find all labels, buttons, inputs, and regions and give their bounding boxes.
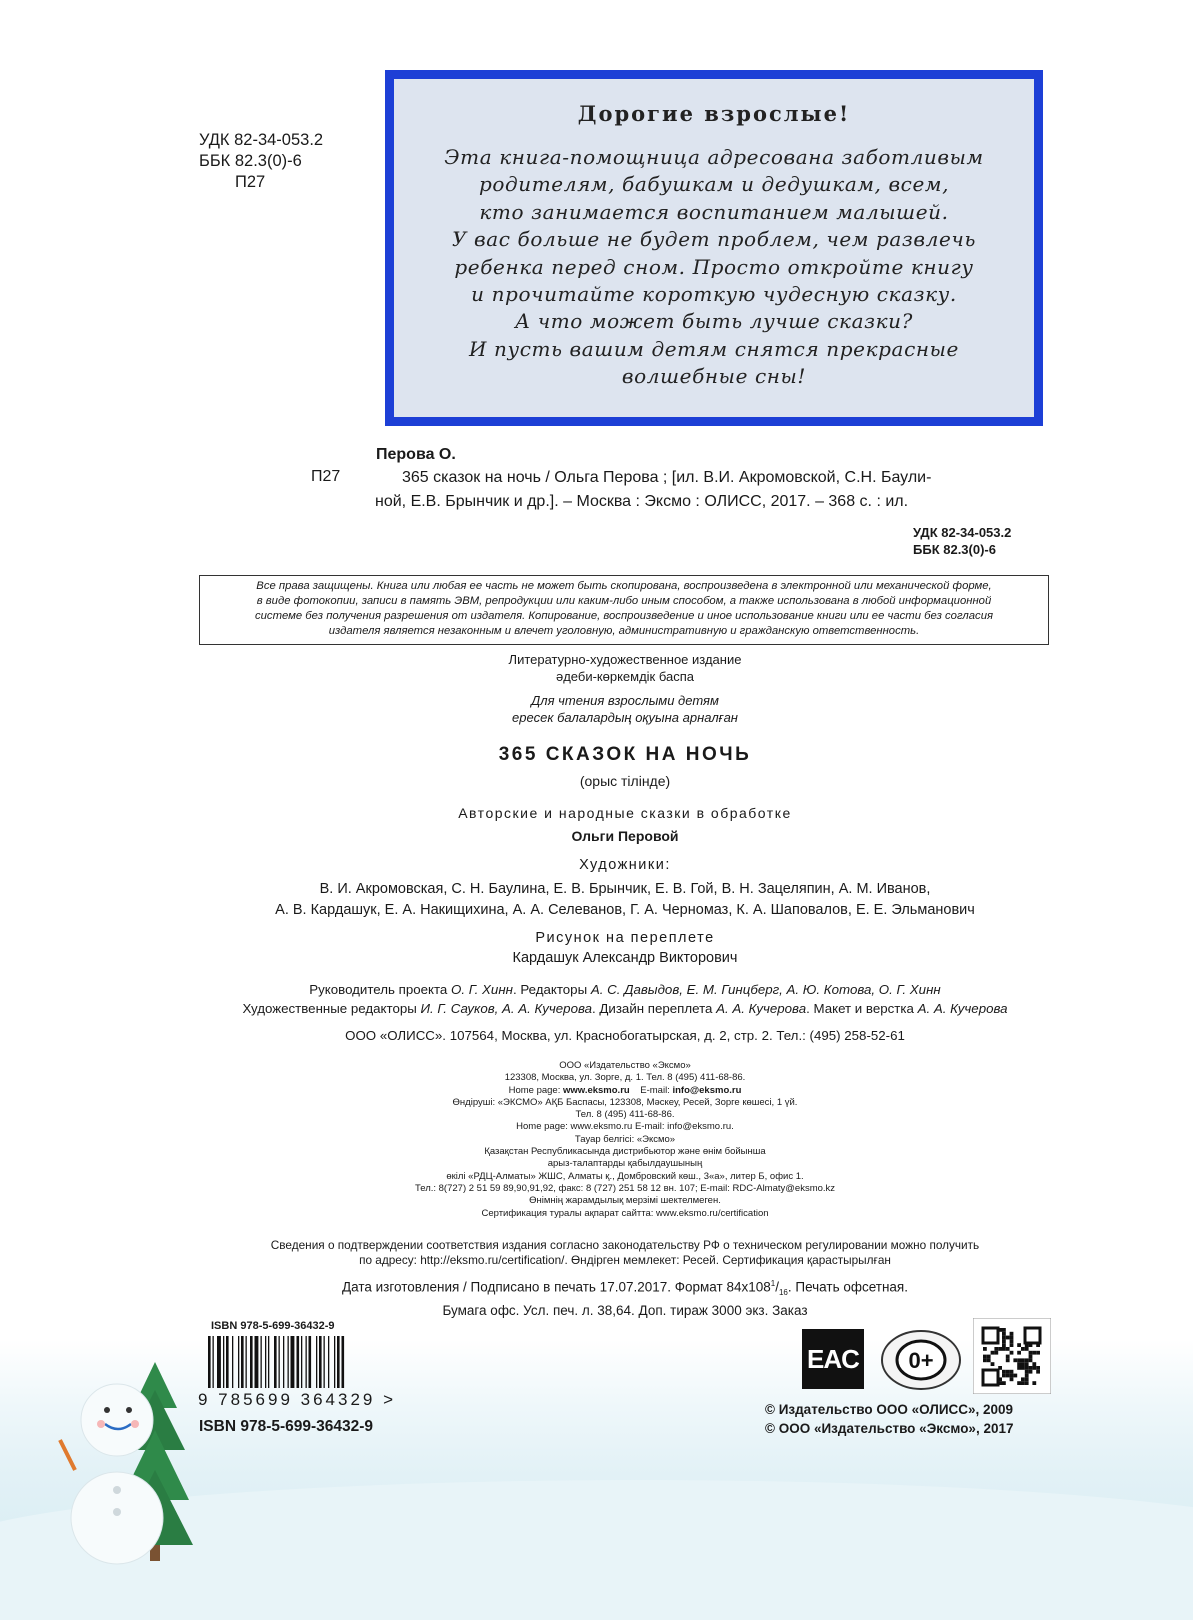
- address-line: волшебные сны!: [621, 364, 807, 389]
- barcode-bar: [279, 1336, 280, 1388]
- edition-audience: [200, 692, 1050, 726]
- publisher-kz-line: арыз-талаптарды қабылдаушының: [547, 1158, 703, 1170]
- barcode-bar: [328, 1336, 329, 1388]
- artists-label: Художники:: [579, 857, 671, 873]
- barcode-bar: [265, 1336, 266, 1388]
- rights-line: системе без получения разрешения от издателя. Копирование, воспроизведение и иное использование книги или ее части без согласия: [254, 610, 994, 622]
- book-title: 365 СКАЗОК НА НОЧЬ: [498, 744, 752, 765]
- qr-module: [1002, 1347, 1006, 1351]
- barcode-bar: [342, 1336, 345, 1388]
- qr-module: [1010, 1332, 1014, 1336]
- bibliographic-line: 365 сказок на ночь / Ольга Перова ; [ил. В.И. Акромовской, С.Н. Баули-: [402, 469, 932, 486]
- credit-name: А. А. Кучерова: [917, 1001, 1008, 1016]
- qr-module: [1025, 1381, 1029, 1385]
- rights-notice: [199, 575, 1049, 645]
- qr-module: [1002, 1370, 1006, 1374]
- edition-type-ru: Литературно-художественное издание: [508, 652, 742, 667]
- qr-module: [1025, 1362, 1029, 1366]
- qr-module: [1025, 1374, 1029, 1378]
- qr-finder: [1025, 1328, 1040, 1343]
- qr-module: [1029, 1358, 1033, 1362]
- qr-module: [1010, 1351, 1014, 1355]
- credit-role: . Редакторы: [512, 982, 591, 997]
- address-line: И пусть вашим детям снятся прекрасные: [469, 336, 959, 361]
- author-mark: П27: [235, 173, 266, 191]
- cover-artist: Кардашук Александр Викторович: [512, 950, 738, 966]
- certification-line: по адресу: http://eksmo.ru/certification/. Өндірген мемлекет: Ресей. Сертификация қарастырылған: [359, 1253, 891, 1267]
- barcode-bar: [208, 1336, 211, 1388]
- qr-code-icon: [973, 1318, 1051, 1394]
- qr-module: [1006, 1358, 1010, 1362]
- address-line: А что может быть лучше сказки?: [515, 309, 913, 334]
- qr-module: [987, 1355, 991, 1359]
- address-line: родителям, бабушкам и дедушкам, всем,: [478, 172, 950, 197]
- publisher-kz-line: Тауар белгісі: «Эксмо»: [574, 1133, 676, 1145]
- email-label: E-mail:: [640, 1084, 673, 1096]
- barcode-bar: [301, 1336, 302, 1388]
- publisher-kz-line: Тел. 8 (495) 411-68-86.: [575, 1109, 675, 1121]
- qr-module: [1006, 1374, 1010, 1378]
- barcode-bar: [223, 1336, 224, 1388]
- artists-line: А. В. Кардашук, Е. А. Накищихина, А. А. Селеванов, Г. А. Черномаз, К. А. Шаповалов, Е. Е. Эльманович: [275, 902, 975, 918]
- barcode-bar: [238, 1336, 239, 1388]
- qr-module: [1036, 1370, 1040, 1374]
- qr-module: [1032, 1381, 1036, 1385]
- address-line: и прочитайте короткую чудесную сказку.: [471, 282, 957, 307]
- credit-name: А. А. Кучерова: [716, 1001, 807, 1016]
- publisher-kz-line: Сертификация туралы ақпарат сайтта: www.eksmo.ru/certification: [481, 1207, 769, 1219]
- qr-module: [983, 1358, 987, 1362]
- qr-module: [1025, 1370, 1029, 1374]
- copyright: [765, 1400, 1013, 1438]
- qr-module: [1029, 1370, 1033, 1374]
- book-language: (орыс тілінде): [579, 773, 671, 789]
- format-denominator: 16: [778, 1288, 788, 1298]
- credit-name: И. Г. Сауков, А. А. Кучерова: [420, 1001, 593, 1016]
- barcode-bar: [334, 1336, 335, 1388]
- udk-code: УДК 82-34-053.2: [913, 525, 1012, 540]
- barcode-bar: [246, 1336, 247, 1388]
- eac-mark-icon: [802, 1329, 864, 1389]
- qr-module: [1010, 1343, 1014, 1347]
- qr-module: [1002, 1339, 1006, 1343]
- copyright-line: © Издательство ООО «ОЛИСС», 2009: [765, 1402, 1014, 1417]
- credit-role: Руководитель проекта: [309, 982, 452, 997]
- bibliographic-line: ной, Е.В. Брынчик и др.]. – Москва : Эксмо : ОЛИСС, 2017. – 368 с. : ил.: [375, 493, 909, 510]
- certification-line: Сведения о подтверждении соответствия издания согласно законодательству РФ о техническом регулировании можно получить: [270, 1238, 980, 1252]
- barcode-bar: [337, 1336, 340, 1388]
- publisher-kz-line: Тел.: 8(727) 2 51 59 89,90,91,92, факс: 8 (727) 251 58 12 вн. 107; E-mail: RDC-Almaty@eksmo.kz: [414, 1182, 836, 1194]
- publisher-web-link[interactable]: www.eksmo.ru: [563, 1084, 630, 1096]
- rights-line: Все права защищены. Книга или любая ее часть не может быть скопирована, воспроизведена в электронной или механической форме,: [256, 580, 992, 592]
- barcode-digits: 9 785699 364329 >: [198, 1390, 397, 1409]
- credits-line: [200, 999, 1050, 1018]
- address-line: Эта книга-помощница адресована заботливым: [444, 145, 984, 169]
- print-line: Дата изготовления / Подписано в печать 17.07.2017. Формат $84х108^1/_{16}$. Печать офсетная.: [342, 1279, 908, 1298]
- barcode-bar: [241, 1336, 244, 1388]
- qr-module: [1021, 1347, 1025, 1351]
- barcode-bar: [255, 1336, 259, 1388]
- qr-module: [1036, 1351, 1040, 1355]
- barcode-bar: [250, 1336, 253, 1388]
- qr-module: [1002, 1343, 1006, 1347]
- qr-finder: [983, 1328, 998, 1343]
- bbk-code: ББК 82.3(0)-6: [913, 542, 996, 557]
- classification-codes: [199, 130, 323, 193]
- qr-module: [1017, 1362, 1021, 1366]
- barcode-bar: [316, 1336, 317, 1388]
- book-adapter: Ольги Перовой: [571, 828, 679, 844]
- credit-name: О. Г. Хинн: [451, 982, 513, 997]
- copyright-line: © ООО «Издательство «Эксмо», 2017: [765, 1421, 1014, 1436]
- publisher-name: ООО «Издательство «Эксмо»: [559, 1060, 691, 1071]
- qr-module: [994, 1347, 998, 1351]
- artists-list: [200, 879, 1050, 921]
- isbn-bottom: ISBN 978-5-699-36432-9: [199, 1418, 374, 1435]
- book-subtitle: Авторские и народные сказки в обработке: [458, 805, 792, 821]
- address-line: У вас больше не будет проблем, чем развлечь: [452, 227, 976, 252]
- isbn-barcode: [208, 1336, 388, 1388]
- barcode-bar: [297, 1336, 300, 1388]
- udk-code: УДК 82-34-053.2: [199, 131, 324, 149]
- qr-module: [1032, 1366, 1036, 1370]
- web-label: Home page:: [508, 1084, 563, 1096]
- credits: [200, 980, 1050, 1018]
- barcode-bar: [291, 1336, 295, 1388]
- address-box-inner: [394, 79, 1034, 417]
- qr-module: [991, 1351, 995, 1355]
- print-line: Бумага офс. Усл. печ. л. 38,64. Доп. тираж 3000 экз. Заказ: [442, 1303, 808, 1319]
- qr-module: [1002, 1328, 1006, 1332]
- qr-module: [1029, 1366, 1033, 1370]
- address-line: кто занимается воспитанием малышей.: [479, 199, 949, 224]
- eac-label: EAC: [807, 1343, 859, 1374]
- barcode-bar: [274, 1336, 277, 1388]
- edition-type: [200, 651, 1050, 685]
- qr-finder: [983, 1370, 998, 1385]
- bibliographic-author: Перова О.: [376, 446, 456, 463]
- artists-line: В. И. Акромовская, С. Н. Баулина, Е. В. Брынчик, Е. В. Гой, В. Н. Зацеляпин, А. М. Иванов,: [319, 881, 931, 897]
- qr-module: [1017, 1381, 1021, 1385]
- credit-role: . Дизайн переплета: [592, 1001, 717, 1016]
- address-to-adults-box: [385, 70, 1043, 426]
- publisher-kz-line: Өнімнің жарамдылық мерзімі шектелмеген.: [529, 1195, 721, 1207]
- qr-module: [1010, 1374, 1014, 1378]
- bibliographic-code: П27: [311, 468, 341, 485]
- barcode-bar: [226, 1336, 229, 1388]
- qr-module: [1010, 1336, 1014, 1340]
- audience-ru: Для чтения взрослыми детям: [531, 693, 719, 708]
- qr-module: [1029, 1351, 1033, 1355]
- bibliographic-description: [375, 466, 1050, 514]
- publisher-kz-line: Home page: www.eksmo.ru E-mail: info@eksmo.ru.: [516, 1121, 734, 1133]
- olis-address: ООО «ОЛИСС». 107564, Москва, ул. Краснобогатырская, д. 2, стр. 2. Тел.: (495) 258-52-61: [345, 1028, 905, 1043]
- qr-module: [983, 1347, 987, 1351]
- qr-module: [1010, 1339, 1014, 1343]
- qr-module: [1006, 1347, 1010, 1351]
- qr-module: [1021, 1377, 1025, 1381]
- qr-module: [1021, 1362, 1025, 1366]
- publisher-email-link[interactable]: info@eksmo.ru: [672, 1084, 742, 1096]
- qr-module: [1017, 1343, 1021, 1347]
- credit-role: Художественные редакторы: [242, 1001, 421, 1016]
- publisher-info: [200, 1060, 1050, 1220]
- cover-label: Рисунок на переплете: [535, 930, 715, 946]
- qr-module: [1006, 1370, 1010, 1374]
- barcode-bar: [283, 1336, 284, 1388]
- qr-module: [1021, 1366, 1025, 1370]
- credit-role: . Макет и верстка: [806, 1001, 918, 1016]
- snowman-illustration: [55, 1360, 215, 1565]
- qr-module: [1036, 1366, 1040, 1370]
- qr-module: [1006, 1336, 1010, 1340]
- qr-module: [1017, 1366, 1021, 1370]
- address-box-title: Дорогие взрослые!: [577, 101, 851, 126]
- qr-module: [994, 1351, 998, 1355]
- qr-module: [1032, 1362, 1036, 1366]
- qr-module: [998, 1347, 1002, 1351]
- publisher-kz-line: Өндіруші: «ЭКСМО» АҚБ Баспасы, 123308, Мәскеу, Ресей, Зорге көшесі, 1 үй.: [452, 1096, 798, 1108]
- qr-module: [1025, 1366, 1029, 1370]
- qr-module: [1013, 1374, 1017, 1378]
- format-numerator: 1: [770, 1279, 776, 1288]
- qr-module: [991, 1362, 995, 1366]
- barcode-bar: [306, 1336, 307, 1388]
- address-box-text: [394, 144, 1034, 391]
- print-format: Дата изготовления / Подписано в печать 17.07.2017. Формат 84х108: [342, 1279, 771, 1295]
- barcode-bar: [288, 1336, 289, 1388]
- barcode-bar: [261, 1336, 262, 1388]
- qr-module: [1021, 1358, 1025, 1362]
- audience-kz: ересек балалардың оқуына арналған: [512, 710, 738, 725]
- qr-module: [1006, 1355, 1010, 1359]
- publisher-address: 123308, Москва, ул. Зорге, д. 1. Тел. 8 (495) 411-68-86.: [504, 1072, 746, 1084]
- rights-line: в виде фотокопии, записи в память ЭВМ, репродукции или каким-либо иным способом, а также использована в любой информационной: [256, 595, 992, 607]
- qr-module: [1010, 1377, 1014, 1381]
- qr-module: [1002, 1332, 1006, 1336]
- print-type: . Печать офсетная.: [787, 1279, 908, 1295]
- qr-module: [1021, 1381, 1025, 1385]
- qr-module: [1010, 1370, 1014, 1374]
- qr-module: [1025, 1347, 1029, 1351]
- qr-module: [1017, 1351, 1021, 1355]
- qr-module: [1025, 1358, 1029, 1362]
- barcode-bar: [232, 1336, 233, 1388]
- barcode-bar: [324, 1336, 325, 1388]
- qr-module: [1032, 1351, 1036, 1355]
- qr-module: [1002, 1374, 1006, 1378]
- barcode-bar: [268, 1336, 269, 1388]
- qr-module: [1002, 1336, 1006, 1340]
- certification-info: [200, 1238, 1050, 1268]
- credit-name: А. С. Давыдов, Е. М. Гинцберг, А. Ю. Котова, О. Г. Хинн: [590, 982, 941, 997]
- isbn-top: ISBN 978-5-699-36432-9: [211, 1320, 335, 1332]
- qr-module: [1002, 1381, 1006, 1385]
- barcode-bar: [217, 1336, 221, 1388]
- edition-type-kz: әдеби-көркемдік баспа: [555, 669, 694, 684]
- age-rating-icon: [880, 1329, 962, 1391]
- qr-module: [1017, 1358, 1021, 1362]
- barcode-bar: [309, 1336, 312, 1388]
- rights-line: издателя является незаконным и влечет уголовную, административную и гражданскую ответственность.: [328, 625, 920, 637]
- publisher-kz-line: өкілі «РДЦ-Алматы» ЖШС, Алматы қ., Домбровский көш., 3«а», литер Б, офис 1.: [446, 1170, 804, 1182]
- print-data: [200, 1275, 1050, 1320]
- qr-module: [1025, 1377, 1029, 1381]
- barcode-bar: [213, 1336, 214, 1388]
- qr-module: [1029, 1355, 1033, 1359]
- barcode-bar: [319, 1336, 322, 1388]
- credits-line: [200, 980, 1050, 999]
- publisher-contacts: [200, 1085, 1050, 1097]
- qr-module: [987, 1358, 991, 1362]
- bibliographic-classification: [913, 524, 1011, 558]
- bbk-code: ББК 82.3(0)-6: [199, 152, 302, 170]
- qr-module: [983, 1355, 987, 1359]
- publisher-kz-line: Қазақстан Республикасында дистрибьютор және өнім бойынша: [484, 1146, 766, 1158]
- age-rating-label: 0+: [908, 1348, 934, 1373]
- qr-module: [1013, 1358, 1017, 1362]
- address-line: ребенка перед сном. Просто откройте книгу: [454, 254, 974, 279]
